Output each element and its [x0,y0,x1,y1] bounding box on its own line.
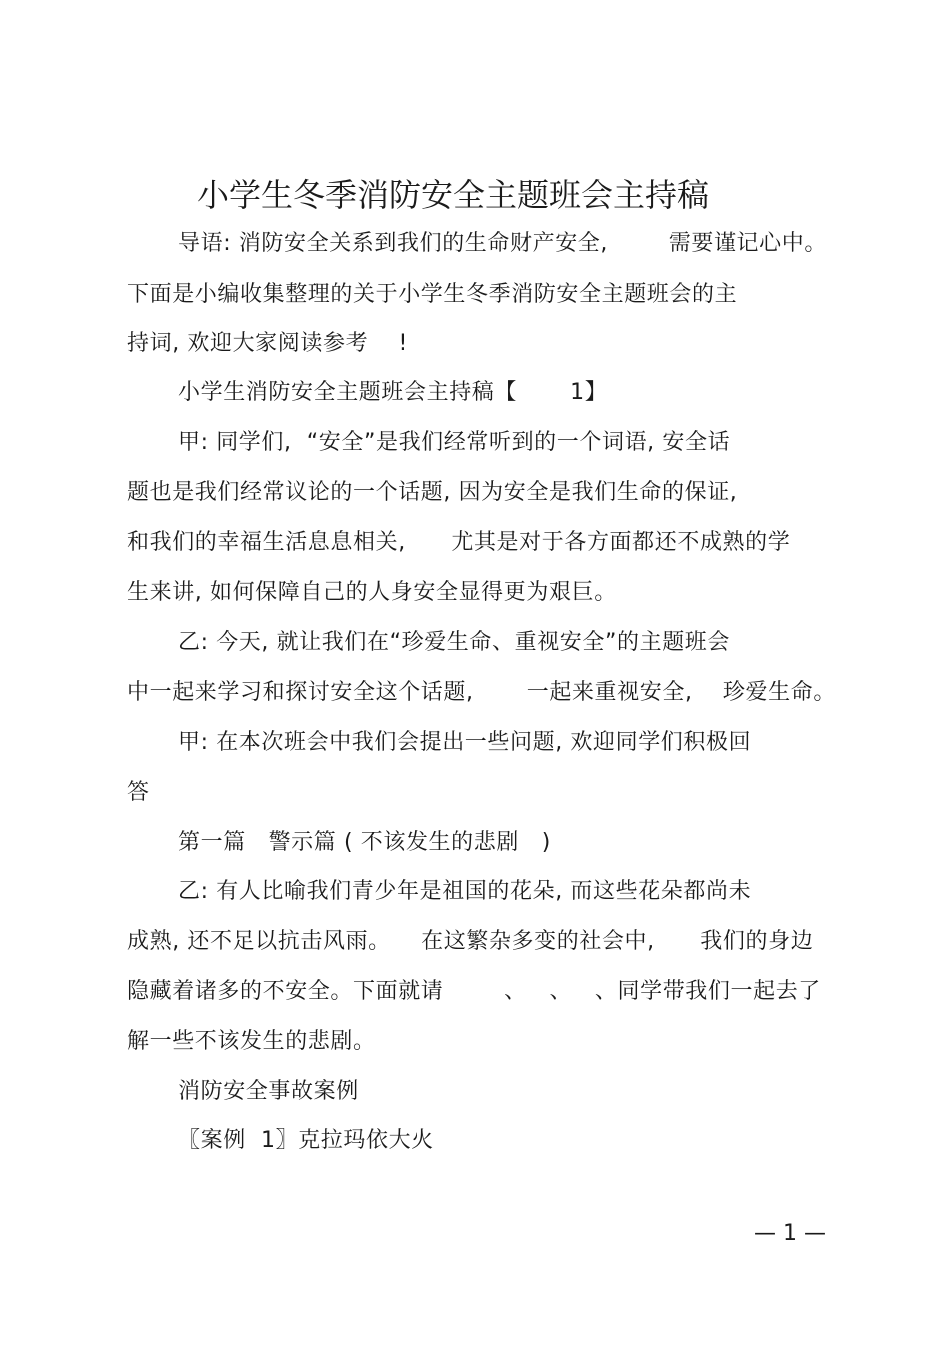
paragraph-line: 中一起来学习和探讨安全这个话题, 一起来重视安全, 珍爱生命。 [127,680,836,705]
paragraph-line: 解一些不该发生的悲剧。 [127,1029,376,1054]
page-number: — 1 — [754,1221,826,1246]
paragraph-line: 答 [127,780,150,805]
section-heading: 第一篇 警示篇 ( 不该发生的悲剧 ) [178,830,551,855]
section-heading: 小学生消防安全主题班会主持稿【 1】 [178,380,608,405]
paragraph-line: 乙: 今天, 就让我们在“珍爱生命、重视安全”的主题班会 [178,630,730,655]
paragraph-line: 生来讲, 如何保障自己的人身安全显得更为艰巨。 [127,580,617,605]
paragraph-line: 题也是我们经常议论的一个话题, 因为安全是我们生命的保证, [127,480,738,505]
paragraph-line: 甲: 在本次班会中我们会提出一些问题, 欢迎同学们积极回 [178,730,752,755]
paragraph-line: 和我们的幸福生活息息相关, 尤其是对于各方面都还不成熟的学 [127,530,791,555]
paragraph-line: 下面是小编收集整理的关于小学生冬季消防安全主题班会的主 [127,282,738,307]
paragraph-line: 隐藏着诸多的不安全。下面就请 、 、 、同学带我们一起去了 [127,979,821,1004]
paragraph-line: 甲: 同学们, “安全”是我们经常听到的一个词语, 安全话 [178,430,731,455]
case-heading: 〖案例 1〗克拉玛依大火 [178,1128,434,1153]
paragraph-line: 乙: 有人比喻我们青少年是祖国的花朵, 而这些花朵都尚未 [178,879,752,904]
paragraph-line: 导语: 消防安全关系到我们的生命财产安全, 需要谨记心中。 [178,231,827,256]
paragraph-line: 成熟, 还不足以抗击风雨。 在这繁杂多变的社会中, 我们的身边 [127,929,814,954]
section-heading: 消防安全事故案例 [178,1079,359,1104]
document-title: 小学生冬季消防安全主题班会主持稿 [197,176,710,214]
paragraph-line: 持词, 欢迎大家阅读参考 ! [127,331,408,356]
